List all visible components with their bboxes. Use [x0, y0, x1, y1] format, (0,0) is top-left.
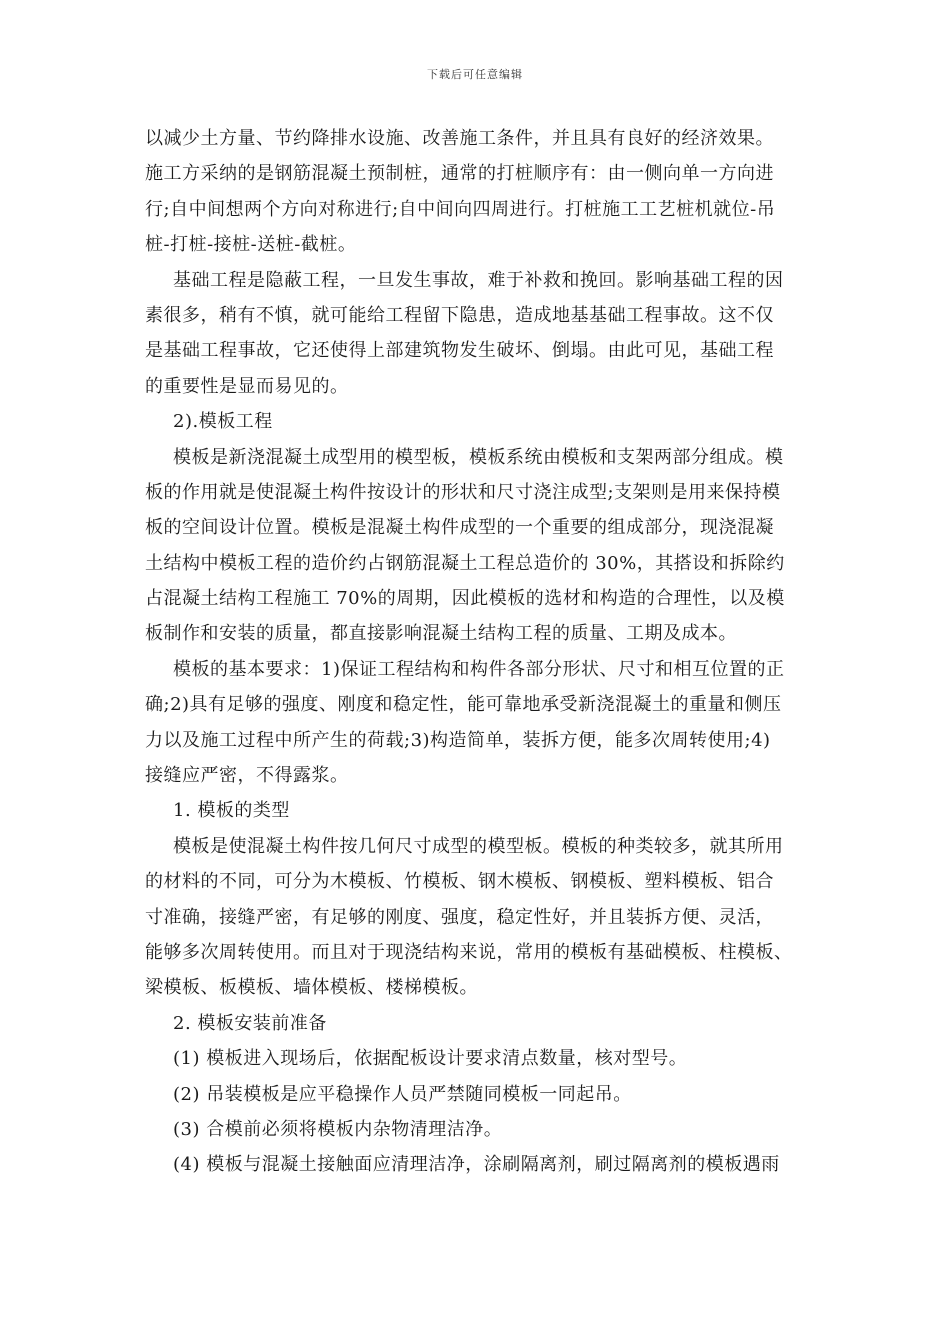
text-line: 1. 模板的类型 — [173, 800, 290, 822]
text-line: 基础工程是隐蔽工程，一旦发生事故，难于补救和挽回。影响基础工程的因 — [173, 269, 784, 291]
text-line: 2. 模板安装前准备 — [173, 1012, 327, 1034]
text-line: 寸准确，接缝严密，有足够的刚度、强度，稳定性好，并且装拆方便、灵活， — [145, 906, 774, 928]
text-line: (1) 模板进入现场后，依据配板设计要求清点数量，核对型号。 — [173, 1048, 688, 1070]
text-line: 桩-打桩-接桩-送桩-截桩。 — [145, 234, 357, 256]
text-line: 的材料的不同，可分为木模板、竹模板、钢木模板、钢模板、塑料模板、铝合 — [145, 871, 774, 893]
text-line: 板制作和安装的质量，都直接影响混凝土结构工程的质量、工期及成本。 — [145, 623, 737, 645]
page-header: 下载后可任意编辑 — [427, 68, 523, 81]
text-line: 素很多，稍有不慎，就可能给工程留下隐患，造成地基基础工程事故。这不仅 — [145, 304, 774, 326]
text-line: 确;2)具有足够的强度、刚度和稳定性，能可靠地承受新浇混凝土的重量和侧压 — [145, 694, 782, 716]
text-line: 2).模板工程 — [173, 411, 273, 433]
text-line: (2) 吊装模板是应平稳操作人员严禁随同模板一同起吊。 — [173, 1083, 632, 1105]
text-line: 能够多次周转使用。而且对于现浇结构来说，常用的模板有基础模板、柱模板、 — [145, 941, 793, 963]
text-line: 板的空间设计位置。模板是混凝土构件成型的一个重要的组成部分，现浇混凝 — [145, 517, 774, 539]
text-line: 的重要性是显而易见的。 — [145, 375, 349, 397]
text-line: (4) 模板与混凝土接触面应清理洁净，涂刷隔离剂，刷过隔离剂的模板遇雨 — [173, 1154, 780, 1176]
text-line: 是基础工程事故，它还使得上部建筑物发生破坏、倒塌。由此可见，基础工程 — [145, 340, 774, 362]
text-line: 施工方采纳的是钢筋混凝土预制桩，通常的打桩顺序有：由一侧向单一方向进 — [145, 163, 774, 185]
text-line: 板的作用就是使混凝土构件按设计的形状和尺寸浇注成型;支架则是用来保持模 — [145, 481, 781, 503]
text-line: 模板是新浇混凝土成型用的模型板，模板系统由模板和支架两部分组成。模 — [173, 446, 784, 468]
text-line: 模板的基本要求：1)保证工程结构和构件各部分形状、尺寸和相互位置的正 — [173, 658, 785, 680]
document-body — [145, 121, 815, 1183]
text-line: 力以及施工过程中所产生的荷载;3)构造简单，装拆方便，能多次周转使用;4) — [145, 729, 771, 751]
text-line: 梁模板、板模板、墙体模板、楼梯模板。 — [145, 977, 478, 999]
text-line: (3) 合模前必须将模板内杂物清理洁净。 — [173, 1118, 503, 1140]
text-line: 行;自中间想两个方向对称进行;自中间向四周进行。打桩施工工艺桩机就位-吊 — [145, 198, 776, 220]
text-line: 以减少土方量、节约降排水设施、改善施工条件，并且具有良好的经济效果。 — [145, 128, 774, 149]
text-line: 土结构中模板工程的造价约占钢筋混凝土工程总造价的 30%，其搭设和拆除约 — [145, 552, 785, 574]
text-line: 接缝应严密，不得露浆。 — [145, 765, 349, 787]
text-line: 模板是使混凝土构件按几何尺寸成型的模型板。模板的种类较多，就其所用 — [173, 835, 784, 857]
text-line: 占混凝土结构工程施工 70%的周期，因此模板的选材和构造的合理性，以及模 — [145, 588, 785, 610]
